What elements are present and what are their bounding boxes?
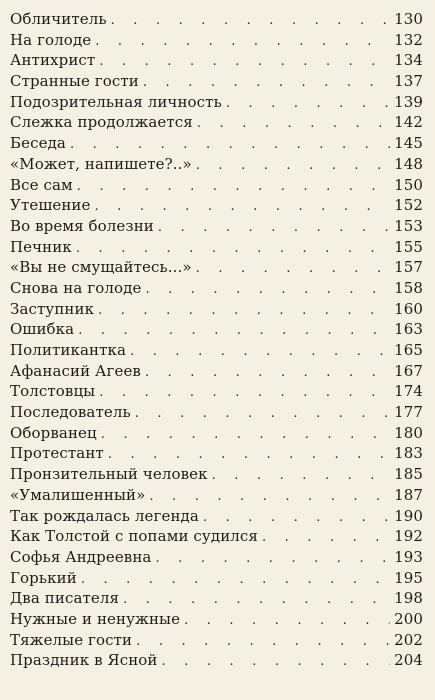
toc-entry: [10, 588, 423, 609]
toc-entry-title: Все сам: [10, 175, 73, 194]
dot-leader: [149, 487, 390, 508]
toc-entry-page-number: 163: [394, 320, 423, 339]
dot-leader: [143, 73, 390, 94]
toc-entry-page-number: 187: [394, 485, 423, 504]
toc-entry-title: Афанасий Агеев: [10, 361, 141, 380]
toc-entry-title: Оборванец: [10, 423, 97, 442]
toc-entry: [10, 506, 423, 527]
toc-entry: [10, 319, 423, 340]
toc-entry: [10, 340, 423, 361]
toc-entry-page-number: 139: [394, 92, 423, 111]
toc-entry-page-number: 185: [394, 465, 423, 484]
dot-leader: [136, 632, 390, 653]
toc-entry: [10, 154, 423, 175]
toc-entry-page-number: 183: [394, 444, 423, 463]
toc-entry-page-number: 167: [394, 361, 423, 380]
dot-leader: [262, 528, 390, 549]
dot-leader: [145, 363, 390, 384]
dot-leader: [77, 177, 390, 198]
toc-entry: [10, 402, 423, 423]
toc-entry-title: Софья Андреевна: [10, 547, 152, 566]
toc-entry: [10, 133, 423, 154]
toc-entry: [10, 112, 423, 133]
dot-leader: [98, 301, 390, 322]
toc-entry-title: Обличитель: [10, 10, 107, 28]
dot-leader: [81, 570, 390, 591]
toc-entry-title: Снова на голоде: [10, 278, 142, 297]
toc-entry-title: Горький: [10, 568, 77, 587]
toc-entry: [10, 650, 423, 671]
toc-entry-page-number: 134: [394, 51, 423, 70]
toc-entry-title: Ошибка: [10, 320, 75, 339]
toc-entry: [10, 237, 423, 258]
toc-entry-title: Подозрительная личность: [10, 92, 222, 111]
toc-entry: [10, 9, 423, 30]
toc-entry-page-number: 195: [394, 568, 423, 587]
toc-entry-title: Нужные и ненужные: [10, 609, 181, 628]
toc-entry-page-number: 150: [394, 175, 423, 194]
dot-leader: [162, 652, 390, 673]
dot-leader: [95, 197, 390, 218]
dot-leader: [99, 52, 390, 73]
toc-entry: [10, 423, 423, 444]
dot-leader: [76, 239, 390, 260]
toc-entry-page-number: 153: [394, 216, 423, 235]
toc-entry-page-number: 145: [394, 134, 423, 153]
toc-entry-title: «Может, напишете?..»: [10, 154, 192, 173]
toc-entry-page-number: 160: [394, 299, 423, 318]
dot-leader: [135, 404, 390, 425]
dot-leader: [101, 425, 390, 446]
toc-entry-title: Политикантка: [10, 341, 127, 359]
dot-leader: [70, 135, 390, 156]
toc-entry-title: «Вы не смущайтесь...»: [10, 258, 192, 277]
toc-entry-title: Беседа: [10, 134, 66, 153]
toc-entry-title: Праздник в Ясной: [10, 651, 158, 670]
toc-entry: [10, 464, 423, 485]
dot-leader: [197, 114, 390, 135]
toc-list: [10, 9, 423, 671]
dot-leader: [123, 590, 390, 611]
toc-entry-title: Протестант: [10, 444, 104, 463]
toc-entry-page-number: 148: [394, 154, 423, 173]
dot-leader: [212, 466, 390, 487]
dot-leader: [111, 11, 390, 32]
dot-leader: [145, 280, 390, 301]
toc-entry-page-number: 158: [394, 278, 423, 297]
dot-leader: [130, 342, 390, 363]
toc-entry-title: Пронзительный человек: [10, 465, 208, 484]
toc-entry-title: Слежка продолжается: [10, 113, 193, 132]
toc-entry: [10, 92, 423, 113]
toc-entry: [10, 443, 423, 464]
dot-leader: [78, 321, 390, 342]
toc-entry-page-number: 190: [394, 506, 423, 525]
toc-entry: [10, 175, 423, 196]
toc-entry-page-number: 132: [394, 30, 423, 49]
toc-entry-title: Заступник: [10, 299, 95, 318]
toc-entry: [10, 299, 423, 320]
toc-entry-page-number: 142: [394, 113, 423, 132]
dot-leader: [158, 218, 390, 239]
toc-entry: [10, 609, 423, 630]
toc-entry-page-number: 204: [394, 651, 423, 670]
dot-leader: [196, 156, 390, 177]
toc-entry: [10, 361, 423, 382]
toc-entry: [10, 195, 423, 216]
toc-entry-page-number: 200: [394, 609, 423, 628]
dot-leader: [155, 549, 390, 570]
toc-entry-page-number: 152: [394, 196, 423, 215]
toc-entry: [10, 216, 423, 237]
toc-entry-page-number: 180: [394, 423, 423, 442]
toc-entry: [10, 257, 423, 278]
dot-leader: [108, 445, 390, 466]
toc-entry: [10, 526, 423, 547]
dot-leader: [196, 259, 390, 280]
toc-entry-page-number: 157: [394, 258, 423, 277]
toc-entry: [10, 381, 423, 402]
toc-entry-title: Антихрист: [10, 51, 96, 70]
toc-entry-page-number: 174: [394, 382, 423, 401]
toc-entry: [10, 50, 423, 71]
dot-leader: [226, 94, 390, 115]
toc-entry: [10, 630, 423, 651]
toc-entry-title: Так рождалась легенда: [10, 506, 199, 525]
toc-entry-page-number: 193: [394, 547, 423, 566]
toc-entry-title: Два писателя: [10, 589, 120, 608]
dot-leader: [95, 32, 390, 53]
toc-entry-title: Странные гости: [10, 72, 139, 91]
toc-entry-page-number: 130: [394, 10, 423, 28]
toc-entry-page-number: 177: [394, 403, 423, 422]
toc-entry-title: Тяжелые гости: [10, 630, 133, 649]
toc-entry-title: Печник: [10, 237, 72, 256]
toc-entry: [10, 278, 423, 299]
toc-entry-title: Последователь: [10, 403, 131, 422]
toc-entry-page-number: 155: [394, 237, 423, 256]
toc-entry: [10, 30, 423, 51]
toc-entry-page-number: 192: [394, 527, 423, 546]
toc-entry: [10, 547, 423, 568]
toc-entry-page-number: 198: [394, 589, 423, 608]
toc-entry-page-number: 165: [394, 341, 423, 359]
toc-entry-title: Толстовцы: [10, 382, 96, 401]
toc-entry-title: На голоде: [10, 30, 92, 49]
toc-entry-title: «Умалишенный»: [10, 485, 146, 504]
toc-entry-title: Как Толстой с попами судился: [10, 527, 258, 546]
dot-leader: [184, 611, 390, 632]
toc-entry: [10, 71, 423, 92]
dot-leader: [99, 383, 390, 404]
toc-entry-page-number: 202: [394, 630, 423, 649]
dot-leader: [203, 508, 390, 529]
toc-entry: [10, 485, 423, 506]
toc-entry: [10, 568, 423, 589]
toc-entry-title: Утешение: [10, 196, 91, 215]
toc-entry-page-number: 137: [394, 72, 423, 91]
toc-entry-title: Во время болезни: [10, 216, 154, 235]
